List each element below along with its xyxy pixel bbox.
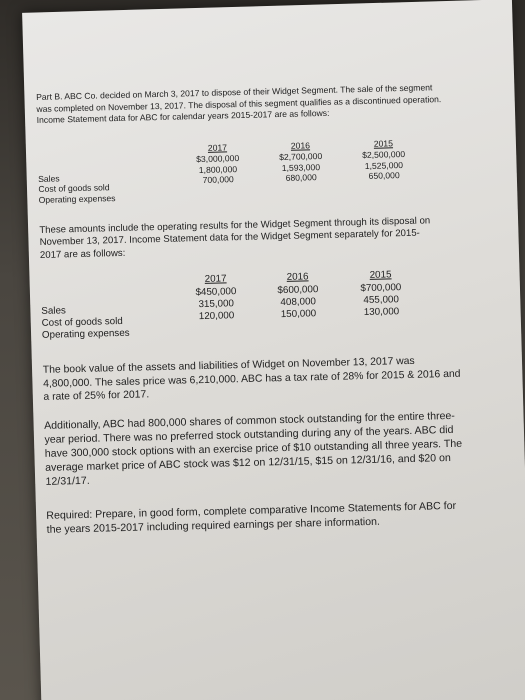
- value-cell: $600,000: [277, 284, 319, 297]
- value-cell: 1,593,000: [281, 161, 321, 173]
- value-cell: 455,000: [363, 294, 400, 307]
- value-cell: $2,700,000: [279, 151, 323, 163]
- column-2015: [345, 137, 422, 182]
- year-header: 2017: [207, 141, 228, 153]
- value-cell: 315,000: [198, 298, 235, 311]
- segment-income-table: [41, 268, 463, 354]
- row-labels: [38, 172, 116, 205]
- required-paragraph: Required: Prepare, in good form, complete comparative Income Statements for ABC for the years 2015-2017 including required earnings per share information.: [46, 499, 457, 536]
- label-sales: Sales: [41, 305, 67, 317]
- value-cell: $3,000,000: [196, 153, 240, 165]
- company-income-table: [37, 136, 458, 210]
- value-cell: $450,000: [195, 286, 237, 299]
- column-2015: [345, 269, 416, 320]
- year-header: 2016: [286, 271, 309, 283]
- column-2016: [262, 271, 333, 322]
- year-header: 2015: [369, 269, 392, 281]
- value-cell: 700,000: [202, 174, 234, 185]
- year-header: 2017: [204, 273, 227, 285]
- value-cell: $2,500,000: [362, 149, 406, 161]
- additional-info-paragraph: Additionally, ABC had 800,000 shares of common stock outstanding for the entire three-year period. There was no preferred stock outstanding during any of the years. ABC did have 300,000 stock options with an exercise price of $10 outstanding all three years. The average market price of ABC stock was $12 on 12/31/15, $15 on 12/31/16, and $20 on 12/31/17.: [44, 409, 463, 488]
- year-header: 2016: [290, 139, 311, 151]
- label-cogs: Cost of goods sold: [41, 315, 123, 329]
- value-cell: 130,000: [363, 306, 400, 319]
- year-header: 2015: [373, 137, 394, 149]
- value-cell: 1,800,000: [198, 163, 238, 175]
- value-cell: $700,000: [360, 282, 402, 295]
- value-cell: 120,000: [198, 310, 235, 323]
- value-cell: 680,000: [285, 172, 317, 183]
- label-sales: Sales: [37, 172, 60, 184]
- column-2017: [179, 141, 256, 186]
- value-cell: 150,000: [280, 308, 317, 321]
- label-opex: Operating expenses: [41, 327, 130, 341]
- column-2017: [181, 273, 252, 324]
- value-cell: 1,525,000: [364, 159, 404, 171]
- intro-paragraph: Part B. ABC Co. decided on March 3, 2017 to dispose of their Widget Segment. The sale of the segment was completed on November 13, 2017. The disposal of this segment qualifies as a discontinued operation. Income Statement data for ABC for calendar years 2015-2017 are as follows:: [36, 82, 442, 125]
- label-opex: Operating expenses: [38, 192, 116, 205]
- value-cell: 650,000: [368, 170, 400, 181]
- value-cell: 408,000: [280, 296, 317, 309]
- document-content: [36, 82, 467, 537]
- label-cogs: Cost of goods sold: [38, 182, 110, 194]
- segment-note-paragraph: These amounts include the operating results for the Widget Segment through its disposal on November 13, 2017. Income Statement data for the Widget Segment separately for 2015-2017 are as follows:: [39, 214, 431, 261]
- column-2016: [262, 139, 339, 184]
- book-value-paragraph: The book value of the assets and liabilities of Widget on November 13, 2017 was 4,800,000. The sales price was 6,210,000. ABC has a tax rate of 28% for 2015 & 2016 and a rate of 25% for 2017.: [42, 355, 461, 404]
- row-labels: [41, 304, 130, 342]
